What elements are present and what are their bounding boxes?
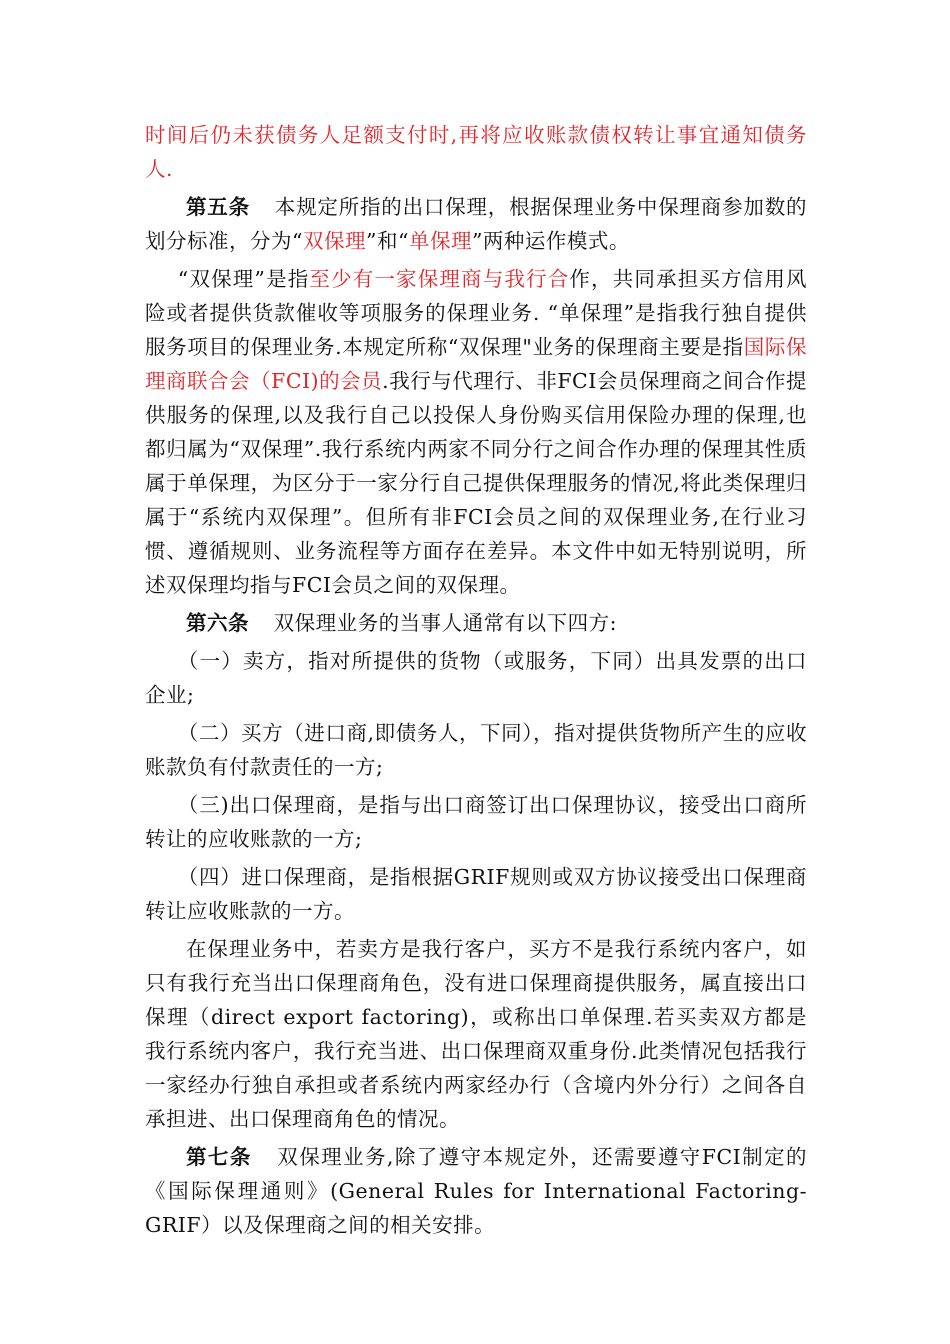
article-5-text-b: ”和“: [365, 229, 409, 253]
definition-red-fci: 国际保理商联合会（FCI)的会员: [145, 335, 807, 393]
paragraph-direct-factoring: 在保理业务中，若卖方是我行客户，买方不是我行系统内客户，如只有我行充当出口保理商角色，没有进口保理商提供服务，属直接出口保理（direct export factoring)，或称出口单保理.若买卖双方都是我行系统内客户，我行充当进、出口保理商双重身份.此类情况包括我行一家经办行独自承担或者系统内两家经办行（含境内外分行）之间各自承担进、出口保理商角色的情况。: [145, 937, 807, 1131]
paragraph-double-factoring-definition: [145, 262, 807, 602]
paragraph-continued: 时间后仍未获债务人足额支付时,再将应收账款债权转让事宜通知债务人.: [145, 123, 807, 181]
article-5-red-single: 单保理: [408, 229, 472, 253]
article-5-text-a: 本规定所指的出口保理，根据保理业务中保理商参加数的划分标准，分为“: [145, 195, 808, 253]
list-item-buyer: （二）买方（进口商,即债务人，下同），指对提供货物所产生的应收账款负有付款责任的一方;: [145, 721, 807, 779]
definition-text-b: 作，共同承担买方信用风险或者提供货款催收等项服务的保理业务. “单保理”是指我行独自提供服务项目的保理业务.本规定所称“双保理"业务的保理商主要是指: [145, 267, 808, 359]
list-item-import-factor: （四）进口保理商，是指根据GRIF规则或双方协议接受出口保理商转让应收账款的一方。: [145, 865, 807, 923]
definition-text-a: “双保理”是指: [177, 267, 310, 291]
article-5-text-c: ”两种运作模式。: [471, 229, 630, 253]
article-5-heading: 第五条: [186, 195, 250, 219]
paragraph-article-7: [145, 1140, 807, 1242]
list-item-seller: （一）卖方，指对所提供的货物（或服务，下同）出具发票的出口企业;: [145, 649, 807, 707]
document-body: [145, 118, 807, 1242]
article-6-heading: 第六条: [186, 611, 249, 635]
paragraph-article-5: [145, 190, 807, 258]
paragraph-article-6: [145, 606, 807, 640]
definition-red-a: 至少有一家保理商与我行合: [309, 267, 570, 291]
article-6-text: 双保理业务的当事人通常有以下四方:: [273, 611, 617, 635]
article-5-red-double: 双保理: [302, 229, 366, 253]
list-item-export-factor: （三)出口保理商，是指与出口商签订出口保理协议，接受出口商所转让的应收账款的一方;: [145, 793, 807, 851]
article-7-heading: 第七条: [186, 1145, 252, 1169]
definition-text-c: .我行与代理行、非FCI会员保理商之间合作提供服务的保理,以及我行自己以投保人身份购买信用保险办理的保理,也都归属为“双保理”.我行系统内两家不同分行之间合作办理的保理其性质属于单保理，为区分于一家分行自己提供保理服务的情况,将此类保理归属于“系统内双保理”。但所有非FCI会员之间的双保理业务,在行业习惯、遵循规则、业务流程等方面存在差异。本文件中如无特别说明，所述双保理均指与FCI会员之间的双保理。: [145, 369, 807, 597]
article-7-text: 双保理业务,除了遵守本规定外，还需要遵守FCI制定的《国际保理通则》(General Rules for International Factoring-GRIF）以及保理商之间的相关安排。: [145, 1145, 807, 1237]
